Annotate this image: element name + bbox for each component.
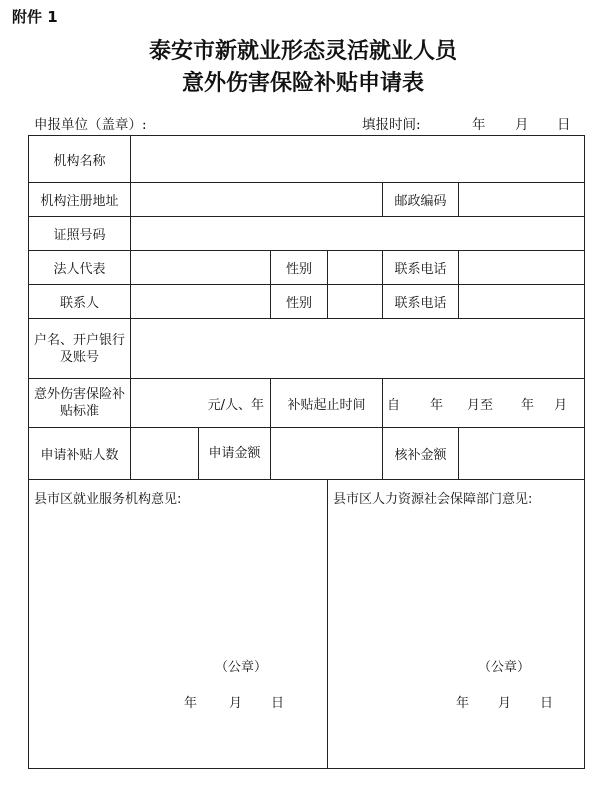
right-date-day: 日 bbox=[540, 696, 554, 711]
standard-unit: 元/人、年 bbox=[207, 397, 264, 413]
period-year2: 年 bbox=[521, 397, 535, 413]
row-legal-rep bbox=[29, 251, 585, 285]
apply-amount-field[interactable] bbox=[271, 428, 383, 480]
fill-month-label: 月 bbox=[515, 117, 529, 133]
row-applicant-count bbox=[29, 428, 585, 480]
legal-rep-field[interactable] bbox=[131, 251, 271, 285]
application-form-table bbox=[28, 135, 585, 769]
row-license bbox=[29, 217, 585, 251]
gender-field-2[interactable] bbox=[328, 285, 383, 319]
contact-label: 联系人 bbox=[29, 285, 131, 319]
period-label: 补贴起止时间 bbox=[271, 379, 383, 428]
approved-amount-label: 核补金额 bbox=[383, 428, 459, 480]
org-address-field[interactable] bbox=[131, 183, 383, 217]
gender-field-1[interactable] bbox=[328, 251, 383, 285]
fill-year-label: 年 bbox=[472, 117, 486, 133]
applicant-unit-label: 申报单位（盖章）: bbox=[34, 117, 147, 133]
phone-label-2: 联系电话 bbox=[383, 285, 459, 319]
phone-field-2[interactable] bbox=[459, 285, 585, 319]
row-contact bbox=[29, 285, 585, 319]
account-field[interactable] bbox=[131, 319, 585, 379]
period-field[interactable] bbox=[383, 379, 585, 428]
left-date-year: 年 bbox=[184, 696, 198, 711]
left-opinion-title: 县市区就业服务机构意见: bbox=[34, 492, 182, 507]
hr-department-opinion[interactable] bbox=[328, 480, 585, 769]
standard-label: 意外伤害保险补贴标准 bbox=[29, 379, 131, 428]
approved-amount-field[interactable] bbox=[459, 428, 585, 480]
apply-amount-label: 申请金额 bbox=[199, 428, 271, 480]
license-no-field[interactable] bbox=[131, 217, 585, 251]
applicant-count-field[interactable] bbox=[131, 428, 199, 480]
right-date-year: 年 bbox=[456, 696, 470, 711]
gender-label-1: 性别 bbox=[271, 251, 328, 285]
contact-field[interactable] bbox=[131, 285, 271, 319]
left-date-day: 日 bbox=[271, 696, 285, 711]
org-address-label: 机构注册地址 bbox=[29, 183, 131, 217]
gender-label-2: 性别 bbox=[271, 285, 328, 319]
row-opinions bbox=[29, 480, 585, 769]
postal-code-field[interactable] bbox=[459, 183, 585, 217]
attachment-label: 附件 1 bbox=[12, 8, 58, 26]
form-title-line2: 意外伤害保险补贴申请表 bbox=[181, 70, 424, 96]
period-month2: 月 bbox=[554, 397, 568, 413]
phone-label-1: 联系电话 bbox=[383, 251, 459, 285]
org-name-field[interactable] bbox=[131, 136, 585, 183]
employment-service-opinion[interactable] bbox=[29, 480, 328, 769]
postal-code-label: 邮政编码 bbox=[383, 183, 459, 217]
license-no-label: 证照号码 bbox=[29, 217, 131, 251]
legal-rep-label: 法人代表 bbox=[29, 251, 131, 285]
left-date-month: 月 bbox=[229, 696, 243, 711]
right-opinion-title: 县市区人力资源社会保障部门意见: bbox=[333, 492, 533, 507]
period-month1: 月至 bbox=[467, 397, 494, 413]
period-year1: 年 bbox=[430, 397, 444, 413]
period-from: 自 bbox=[387, 397, 401, 413]
fill-day-label: 日 bbox=[557, 117, 571, 133]
right-seal-label: （公章） bbox=[478, 660, 531, 675]
fill-time-label: 填报时间: bbox=[362, 117, 421, 133]
applicant-count-label: 申请补贴人数 bbox=[29, 428, 131, 480]
right-date-month: 月 bbox=[498, 696, 512, 711]
row-standard bbox=[29, 379, 585, 428]
phone-field-1[interactable] bbox=[459, 251, 585, 285]
row-account bbox=[29, 319, 585, 379]
row-org-address bbox=[29, 183, 585, 217]
standard-field[interactable] bbox=[131, 379, 271, 428]
form-title-line1: 泰安市新就业形态灵活就业人员 bbox=[148, 38, 457, 64]
account-label: 户名、开户银行及账号 bbox=[29, 319, 131, 379]
org-name-label: 机构名称 bbox=[29, 136, 131, 183]
row-org-name bbox=[29, 136, 585, 183]
left-seal-label: （公章） bbox=[215, 660, 268, 675]
